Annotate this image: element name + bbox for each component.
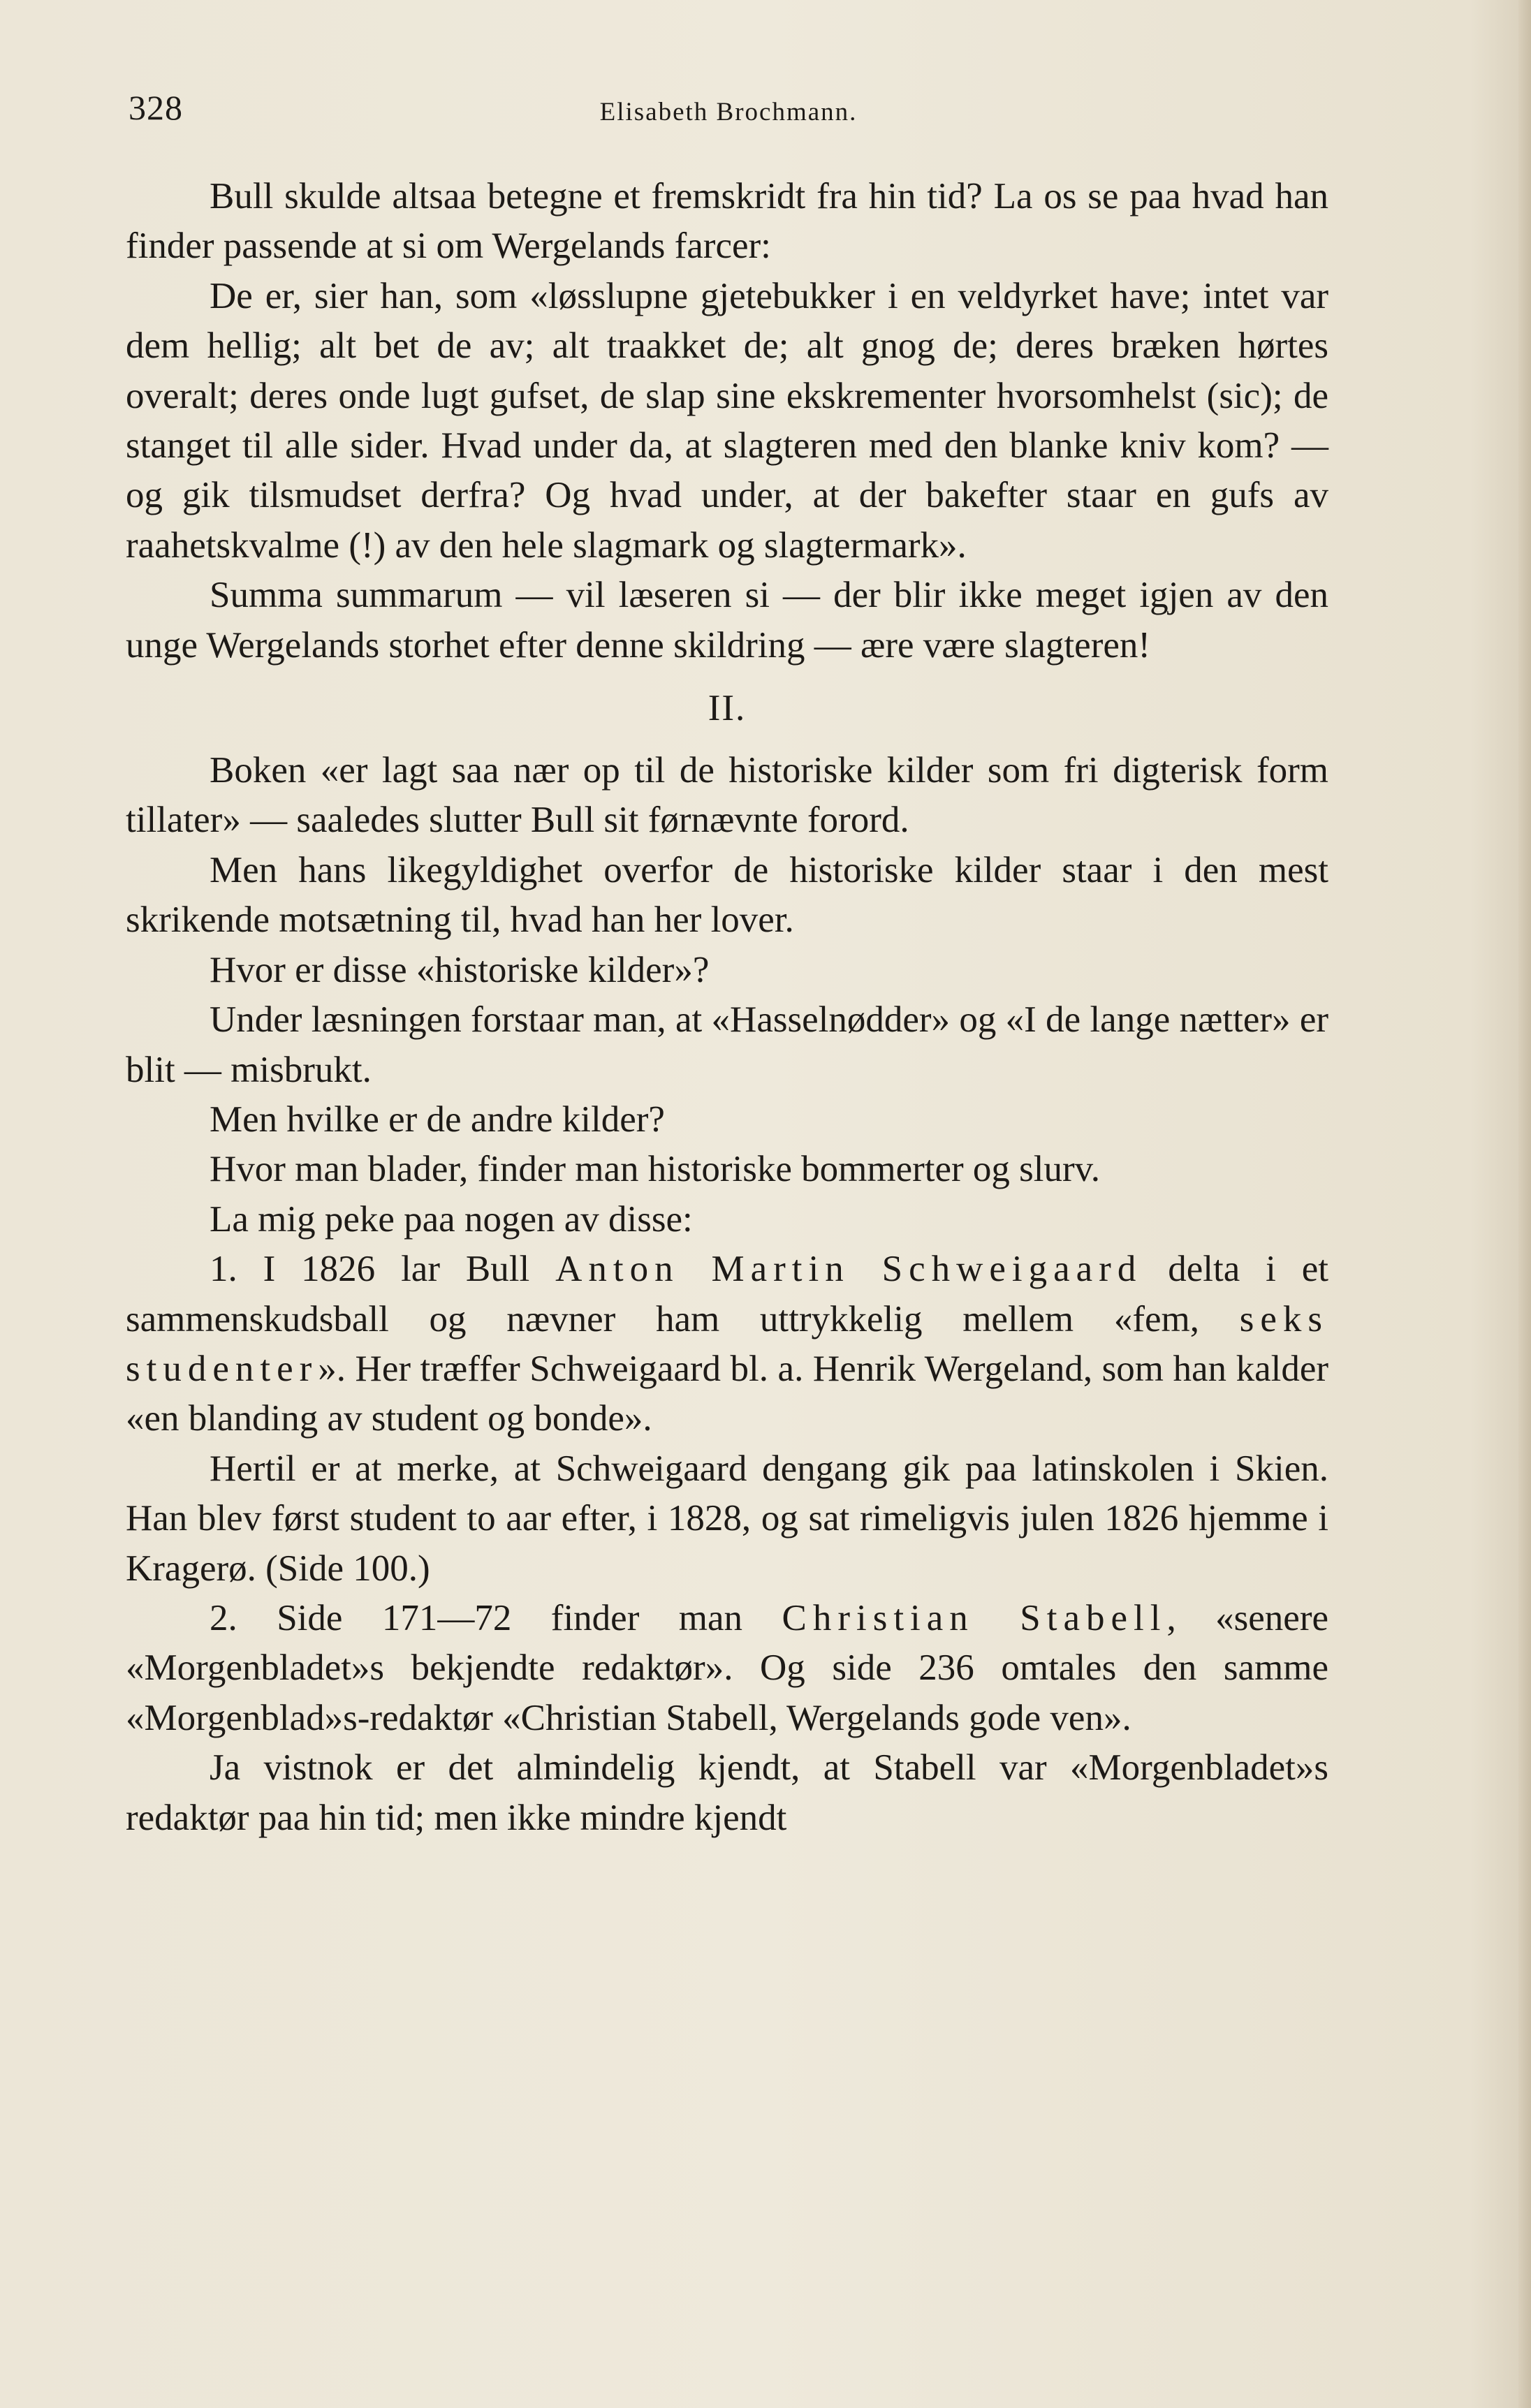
paragraph-bommerter: Hvor man blader, finder man historiske bommerter og slurv. — [210, 1149, 1100, 1190]
running-head: Elisabeth Brochmann. — [599, 98, 858, 126]
paragraph-hvor-kilder: Hvor er disse «historiske kilder»? — [210, 949, 710, 990]
item1-prefix: 1. I 1826 lar Bull — [210, 1249, 530, 1290]
paragraph-boken: Boken «er lagt saa nær op til de historiske kilder som fri digterisk form tillater» — saaledes slutter Bull sit førnævnte forord. — [126, 750, 1328, 841]
paragraph-andre-kilder: Men hvilke er de andre kilder? — [210, 1099, 665, 1140]
body-text — [126, 172, 1328, 1843]
item1-name: Anton Martin Schweigaard — [555, 1249, 1143, 1290]
item2-prefix: 2. Side 171—72 finder man — [210, 1597, 743, 1638]
paragraph-likegyldighet: Men hans likegyldighet overfor de historiske kilder staar i den mest skrikende motsætning til, hvad han her lover. — [126, 849, 1328, 941]
paragraph-ja-vistnok: Ja vistnok er det almindelig kjendt, at Stabell var «Morgenbladet»s redaktør paa hin tid; men ikke mindre kjendt — [126, 1747, 1328, 1838]
paragraph-summa-summarum: Summa summarum — vil læseren si — der blir ikke meget igjen av den unge Wergelands storhet efter denne skildring — ære være slagteren! — [126, 575, 1328, 666]
page-number: 328 — [129, 88, 183, 127]
paragraph-laesningen: Under læsningen forstaar man, at «Hasselnødder» og «I de lange nætter» er blit — misbrukt. — [126, 999, 1328, 1090]
item1-spaced-quote: seks studenter — [126, 1298, 1328, 1389]
item1-middle: delta i et sammenskudsball og nævner ham uttrykkelig mellem «fem, — [126, 1249, 1329, 1339]
paragraph-bull-fremskridt: Bull skulde altsaa betegne et fremskridt fra hin tid? La os se paa hvad han finder passende at si om Wergelands farcer: — [126, 176, 1328, 267]
list-item-1 — [126, 1245, 1328, 1444]
list-item-2 — [126, 1594, 1328, 1743]
item2-suffix: , «senere «Morgenbladet»s bekjendte redaktør». Og side 236 omtales den samme «Morgenblad»s-redaktør «Christian Stabell, Wergelands gode ven». — [126, 1597, 1328, 1738]
item2-name: Christian Stabell — [782, 1597, 1167, 1638]
section-heading: II. — [708, 688, 747, 729]
paragraph-peke: La mig peke paa nogen av disse: — [210, 1198, 693, 1240]
page-edge-shadow — [1518, 0, 1531, 2408]
page-header — [129, 87, 1328, 143]
paragraph-hertil: Hertil er at merke, at Schweigaard dengang gik paa latinskolen i Skien. Han blev først student to aar efter, i 1828, og sat rimeligvis julen 1826 hjemme i Kragerø. (Side 100.) — [126, 1448, 1328, 1589]
item1-suffix: ». Her træffer Schweigaard bl. a. Henrik Wergeland, som han kalder «en blanding av student og bonde». — [126, 1348, 1328, 1439]
paragraph-gjetebukker-quote: De er, sier han, som «løsslupne gjetebukker i en veldyrket have; intet var dem hellig; alt bet de av; alt traakket de; alt gnog de; deres bræken hørtes overalt; deres onde lugt gufset, de slap sine ekskrementer hvorsomhelst (sic); de stanget til alle sider. Hvad under da, at slagteren med den blanke kniv kom? — og gik tilsmudset derfra? Og hvad under, at der bakefter staar en gufs av raahetskvalme (!) av den hele slagmark og slagtermark». — [126, 275, 1328, 566]
